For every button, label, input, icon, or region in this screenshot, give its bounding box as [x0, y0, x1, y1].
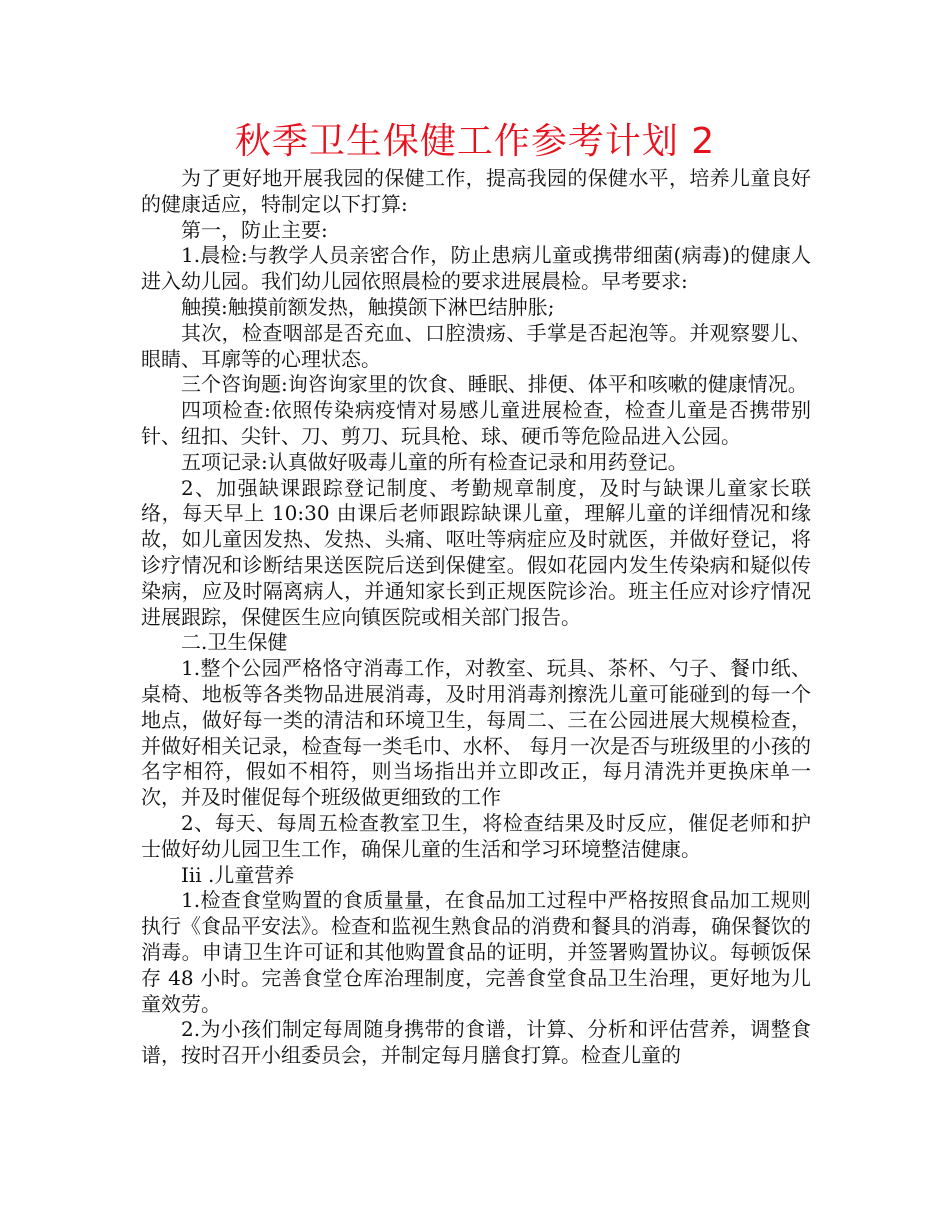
paragraph: 2、每天、每周五检查教室卫生，将检查结果及时反应，催促老师和护士做好幼儿园卫生工作，确保儿童的生活和学习环境整洁健康。 [141, 810, 811, 861]
paragraph: 五项记录:认真做好吸毒儿童的所有检查记录和用药登记。 [181, 449, 688, 474]
paragraph: 为了更好地开展我园的保健工作，提高我园的保健水平，培养儿童良好的健康适应，特制定以下打算: [141, 166, 811, 216]
paragraph: 其次，检查咽部是否充血、口腔溃疡、手掌是否起泡等。并观察婴儿、眼睛、耳廓等的心理状态。 [141, 320, 811, 371]
paragraph: 1.检查食堂购置的食质量量，在食品加工过程中严格按照食品加工规则执行《食品平安法》。检查和监视生熟食品的消费和餐具的消毒，确保餐饮的消毒。申请卫生许可证和其他购置食品的证明，并签署购置协议。每顿饭保存 48 小时。完善食堂仓库治理制度，完善食堂食品卫生治理，更好地为儿童效劳。 [141, 888, 811, 1016]
paragraph: 触摸:触摸前额发热，触摸颌下淋巴结肿胀; [181, 294, 555, 319]
paragraph: 2.为小孩们制定每周随身携带的食谱，计算、分析和评估营养，调整食谱，按时召开小组委员会，并制定每月膳食打算。检查儿童的 [141, 1017, 811, 1068]
paragraph: 第一，防止主要: [181, 217, 328, 242]
document-title: 秋季卫生保健工作参考计划 2 [234, 121, 716, 162]
section-heading: Iii .儿童营养 [181, 862, 295, 887]
document-body [141, 166, 811, 1069]
paragraph: 四项检查:依照传染病疫情对易感儿童进展检查，检查儿童是否携带别针、纽扣、尖针、刀、剪刀、玩具枪、球、硬币等危险品进入公园。 [141, 398, 811, 448]
paragraph: 三个咨询题:询咨询家里的饮食、睡眠、排便、体平和咳嗽的健康情况。 [181, 372, 808, 397]
paragraph: 1.整个公园严格恪守消毒工作，对教室、玩具、茶杯、勺子、餐巾纸、桌椅、地板等各类物品进展消毒，及时用消毒剂擦洗儿童可能碰到的每一个地点，做好每一类的清洁和环境卫生，每周二、三在公园进展大规模检查，并做好相关记录，检查每一类毛巾、水杯、 每月一次是否与班级里的小孩的名字相符，假如不相符，则当场指出并立即改正，每月清洗并更换床单一次，并及时催促每个班级做更细致的工作 [141, 656, 811, 810]
section-heading: 二.卫生保健 [181, 630, 288, 655]
paragraph: 1.晨检:与教学人员亲密合作，防止患病儿童或携带细菌(病毒)的健康人进入幼儿园。我们幼儿园依照晨检的要求进展晨检。早考要求: [141, 243, 811, 294]
paragraph: 2、加强缺课跟踪登记制度、考勤规章制度，及时与缺课儿童家长联络，每天早上 10:30 由课后老师跟踪缺课儿童，理解儿童的详细情况和缘故，如儿童因发热、发热、头痛、呕吐等病症应及时就医，并做好登记，将诊疗情况和诊断结果送医院后送到保健室。假如花园内发生传染病和疑似传染病，应及时隔离病人，并通知家长到正规医院诊治。班主任应对诊疗情况进展跟踪，保健医生应向镇医院或相关部门报告。 [141, 475, 811, 629]
